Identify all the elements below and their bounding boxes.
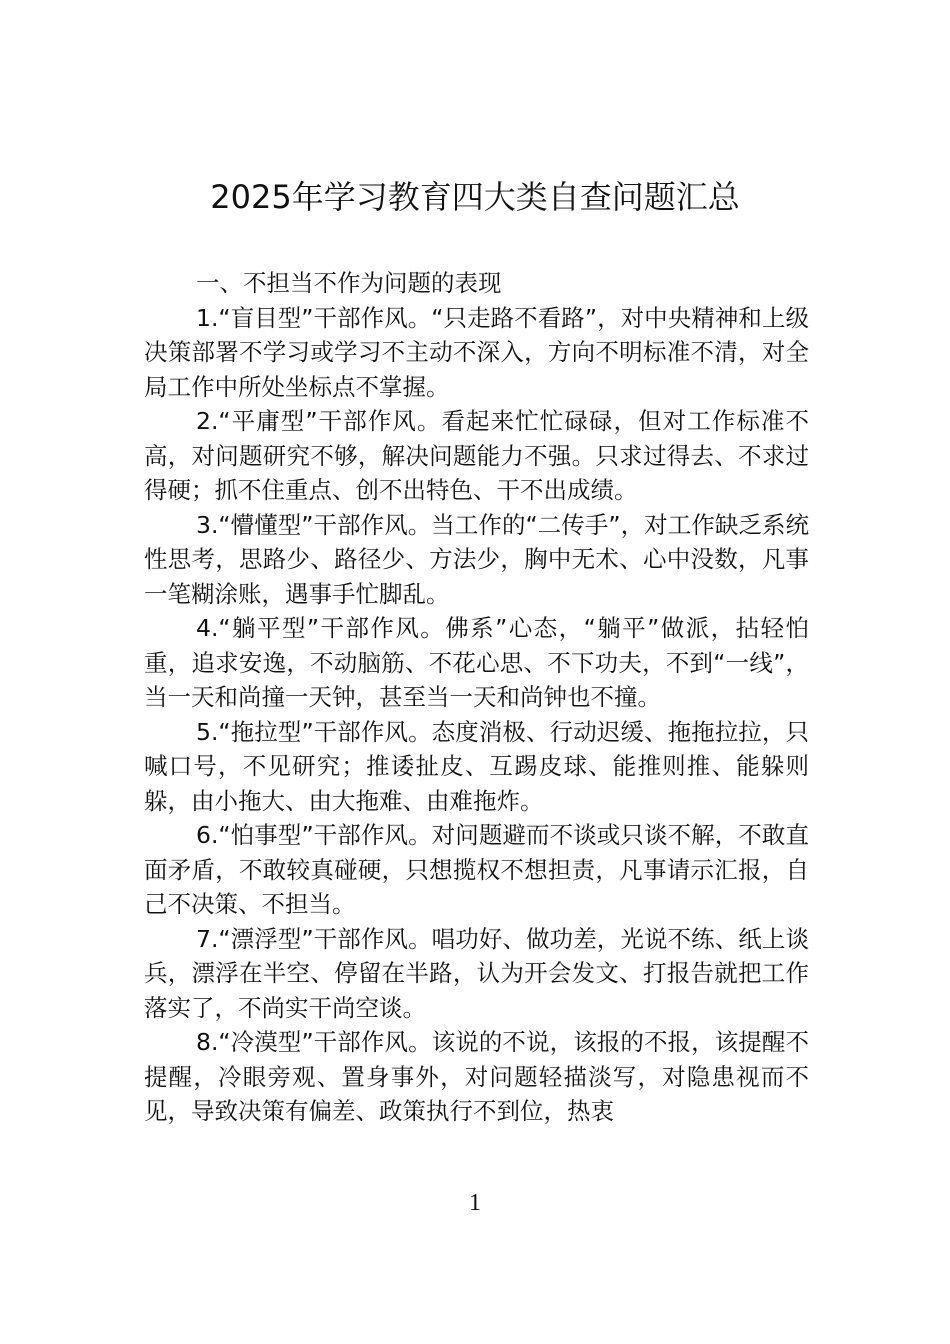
document-body [144, 266, 809, 1129]
paragraph-6: 6.“怕事型”干部作风。对问题避而不谈或只谈不解，不敢直面矛盾，不敢较真碰硬，只想揽权不想担责，凡事请示汇报，自己不决策、不担当。 [144, 821, 809, 918]
paragraph-1: 1.“盲目型”干部作风。“只走路不看路”，对中央精神和上级决策部署不学习或学习不主动不深入，方向不明标准不清，对全局工作中所处坐标点不掌握。 [144, 303, 809, 401]
paragraph-8: 8.“冷漠型”干部作风。该说的不说，该报的不报，该提醒不提醒，冷眼旁观、置身事外，对问题轻描淡写，对隐患视而不见，导致决策有偏差、政策执行不到位，热衷 [144, 1028, 809, 1125]
paragraph-3: 3.“懵懂型”干部作风。当工作的“二传手”，对工作缺乏系统性思考，思路少、路径少、方法少，胸中无术、心中没数，凡事一笔糊涂账，遇事手忙脚乱。 [144, 510, 809, 608]
section-heading: 一、不担当不作为问题的表现 [196, 269, 502, 297]
paragraph-2: 2.“平庸型”干部作风。看起来忙忙碌碌，但对工作标准不高，对问题研究不够，解决问题能力不强。只求过得去、不求过得硬；抓不住重点、创不出特色、干不出成绩。 [144, 407, 809, 504]
page-number: 1 [469, 1190, 481, 1216]
paragraph-7: 7.“漂浮型”干部作风。唱功好、做功差，光说不练、纸上谈兵，漂浮在半空、停留在半路，认为开会发文、打报告就把工作落实了，不尚实干尚空谈。 [144, 924, 809, 1022]
paragraph-4: 4.“躺平型”干部作风。佛系”心态，“躺平”做派，拈轻怕重，追求安逸，不动脑筋、不花心思、不下功夫，不到“一线”，当一天和尚撞一天钟，甚至当一天和尚钟也不撞。 [144, 614, 809, 711]
document-title: 2025年学习教育四大类自查问题汇总 [210, 178, 740, 216]
paragraph-5: 5.“拖拉型”干部作风。态度消极、行动迟缓、拖拖拉拉，只喊口号，不见研究；推诿扯皮、互踢皮球、能推则推、能躲则躲，由小拖大、由大拖难、由难拖炸。 [144, 717, 809, 815]
